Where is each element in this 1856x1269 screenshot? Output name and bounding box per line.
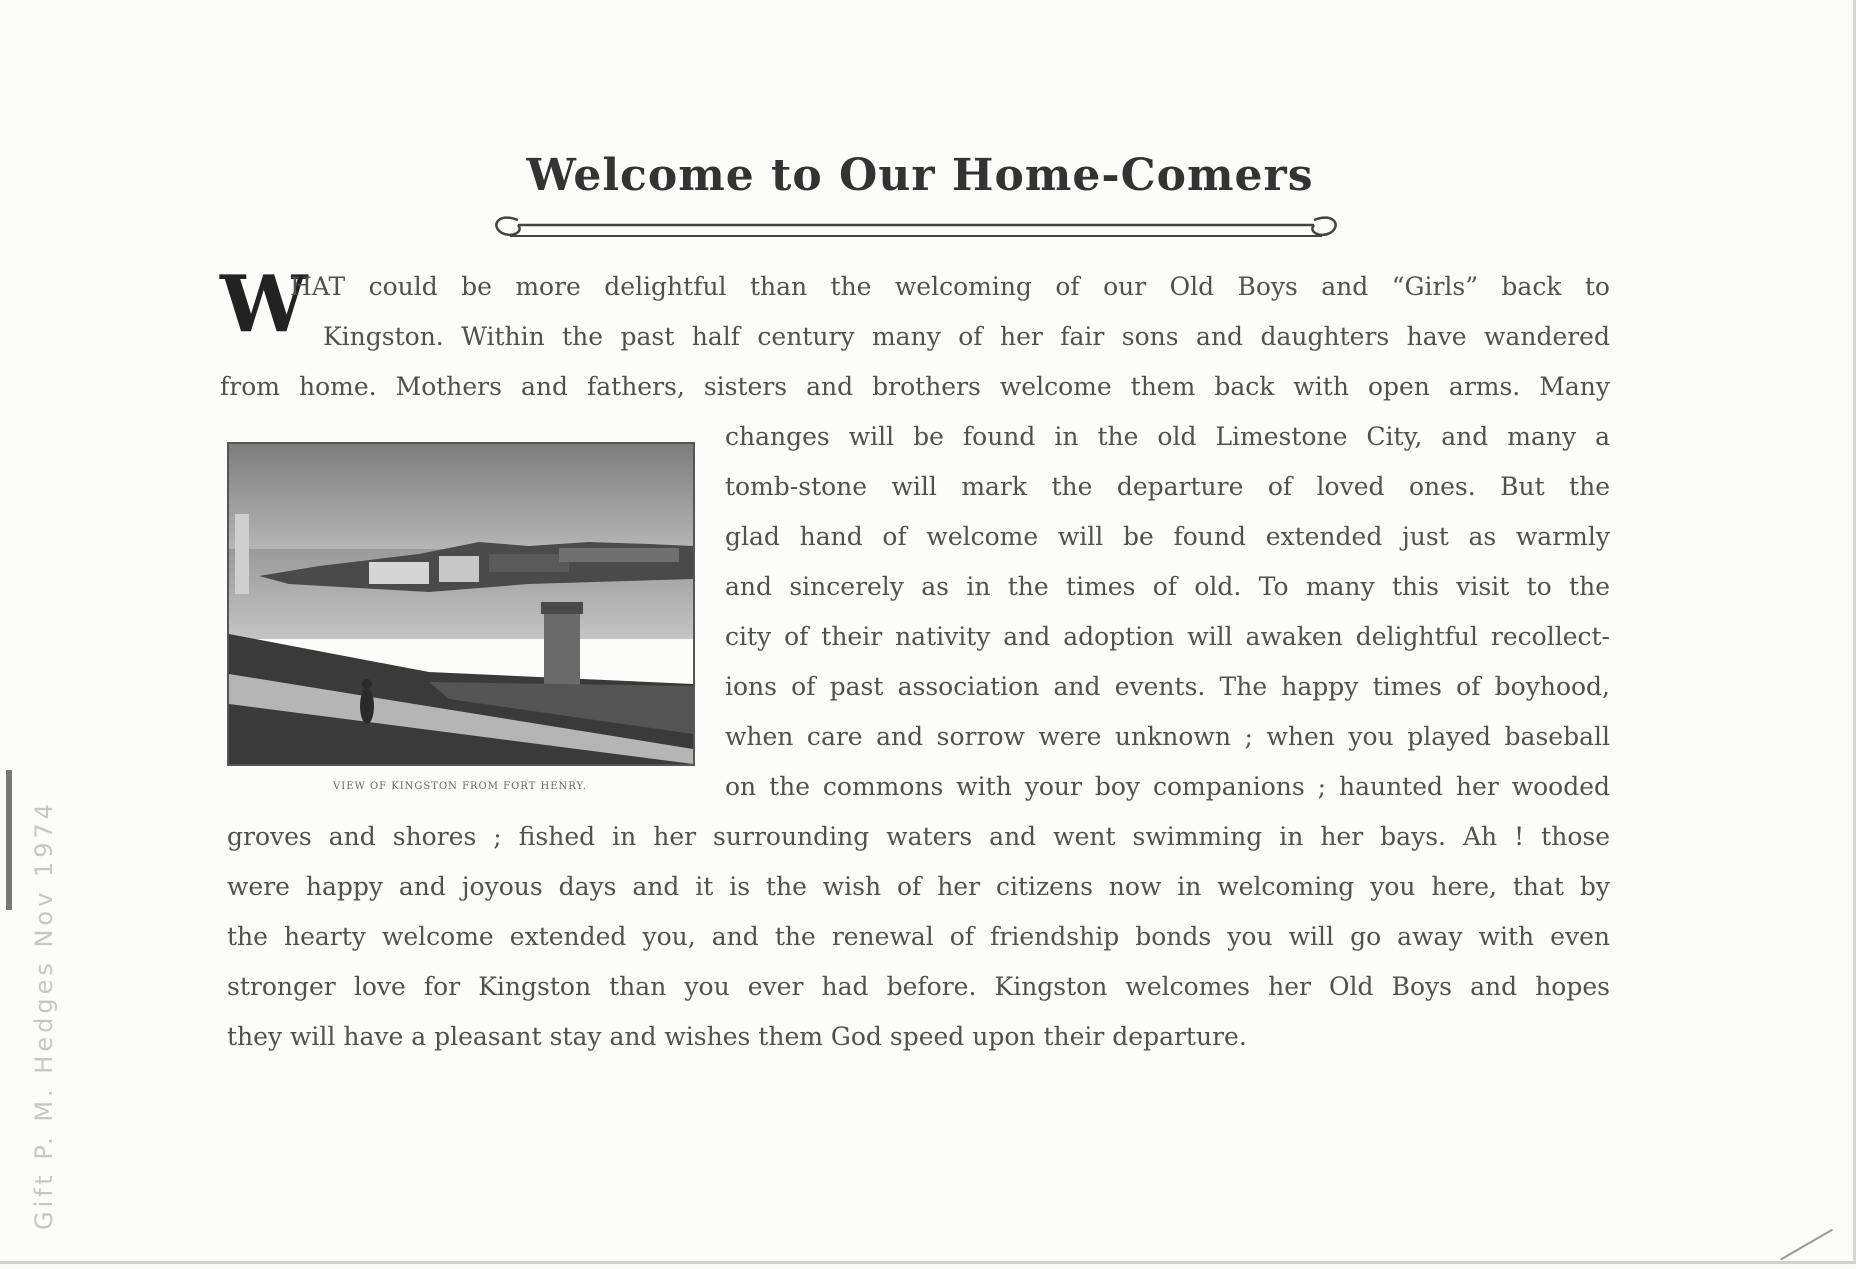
page-title: Welcome to Our Home-Comers: [526, 150, 1314, 201]
text-line: when care and sorrow were unknown ; when you played baseball: [725, 722, 1610, 751]
margin-note: Gift P. M. Hedges Nov 1974: [30, 799, 58, 1230]
text-line: changes will be found in the old Limestone City, and many a: [725, 422, 1610, 451]
text-line: Kingston. Within the past half century many of her fair sons and daughters have wandered: [323, 322, 1610, 351]
text-line: glad hand of welcome will be found extended just as warmly: [725, 522, 1610, 551]
drop-cap: W: [220, 259, 308, 350]
text-line: city of their nativity and adoption will awaken delightful recollect-: [725, 622, 1610, 651]
text-line: tomb-stone will mark the departure of loved ones. But the: [725, 472, 1610, 501]
text-line: groves and shores ; fished in her surrounding waters and went swimming in her bays. Ah ! those: [227, 822, 1610, 851]
text-line: HAT could be more delightful than the welcoming of our Old Boys and “Girls” back to: [290, 272, 1610, 301]
text-line: on the commons with your boy companions ; haunted her wooded: [725, 772, 1610, 801]
text-line: the hearty welcome extended you, and the renewal of friendship bonds you will go away with even: [227, 922, 1610, 951]
text-line: from home. Mothers and fathers, sisters and brothers welcome them back with open arms. Many: [220, 372, 1610, 401]
text-line: ions of past association and events. The happy times of boyhood,: [725, 672, 1610, 701]
photo-caption: VIEW OF KINGSTON FROM FORT HENRY.: [333, 781, 587, 792]
corner-mark: [1780, 1229, 1838, 1269]
text-line: were happy and joyous days and it is the wish of her citizens now in welcoming you here, that by: [227, 872, 1610, 901]
photo-view-of-kingston: [227, 442, 695, 766]
text-line: they will have a pleasant stay and wishes them God speed upon their departure.: [227, 1022, 1247, 1051]
text-line: and sincerely as in the times of old. To many this visit to the: [725, 572, 1610, 601]
title-flourish: [488, 200, 1344, 250]
text-line: stronger love for Kingston than you ever had before. Kingston welcomes her Old Boys and hopes: [227, 972, 1610, 1001]
binding-mark: [6, 770, 12, 910]
